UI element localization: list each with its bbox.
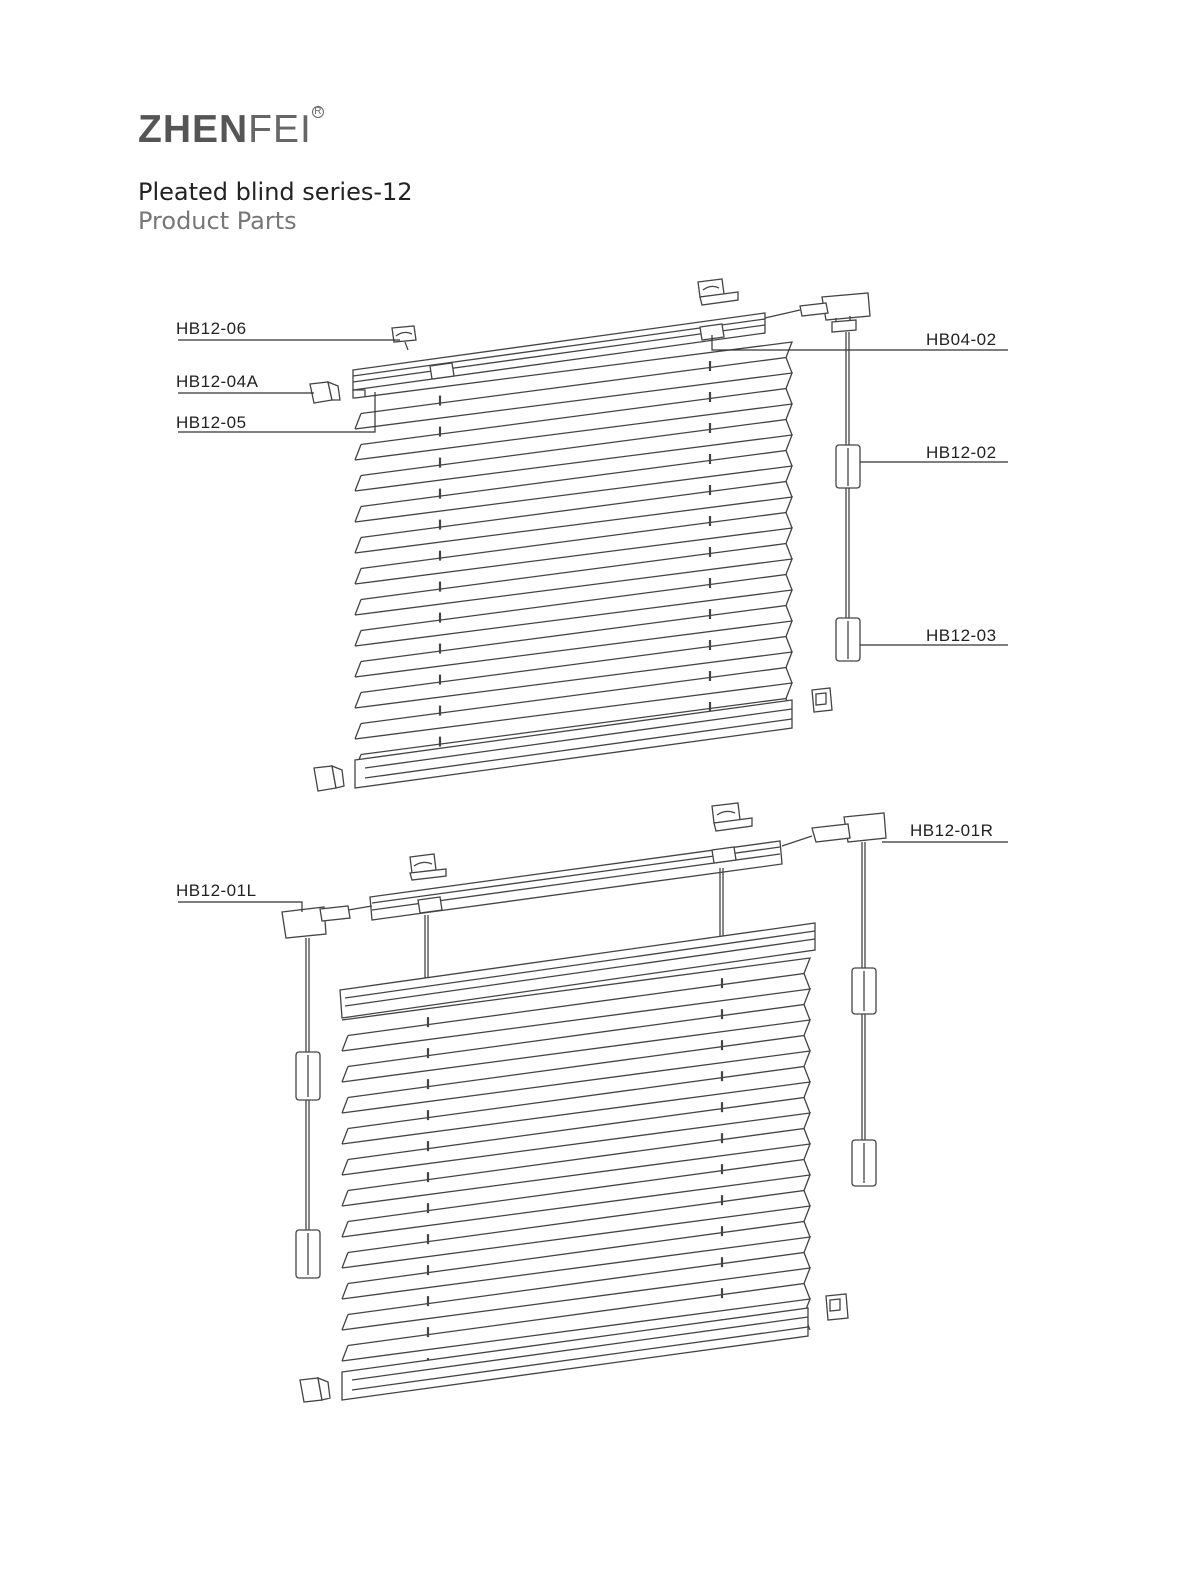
bottom-endcap-left <box>300 1378 330 1402</box>
top-pleats <box>355 342 792 770</box>
brand-logo-bold: ZHEN <box>138 108 249 151</box>
label-hb12-02: HB12-02 <box>926 443 997 462</box>
top-handle-lower <box>836 618 860 661</box>
pleat-edge <box>786 451 792 467</box>
pleat-edge <box>804 1067 810 1083</box>
pleat-edge <box>786 389 792 405</box>
bottom-endcap-right <box>826 1294 848 1320</box>
brand-logo-thin: FEI <box>248 108 312 151</box>
pleat-edge <box>804 1036 810 1052</box>
pleat-edge <box>342 1191 348 1207</box>
pleat-edge <box>355 631 361 647</box>
pleat-edge <box>786 358 792 374</box>
label-hb04-02: HB04-02 <box>926 330 997 349</box>
pleat-edge <box>804 1160 810 1176</box>
pleat-edge <box>355 693 361 709</box>
pleat-edge <box>342 1253 348 1269</box>
pleat-edge <box>804 1005 810 1021</box>
pleat-edge <box>786 482 792 498</box>
pleat-edge <box>355 414 361 430</box>
pleat-edge <box>342 1129 348 1145</box>
top-handle-upper <box>836 445 860 488</box>
registered-mark: R <box>312 106 324 118</box>
pleat-edge <box>355 507 361 523</box>
label-hb12-04a: HB12-04A <box>176 372 259 391</box>
top-endcap-04a <box>310 382 340 403</box>
page-subtitle: Product Parts <box>138 207 297 235</box>
label-hb12-01r: HB12-01R <box>910 821 994 840</box>
pleat-edge <box>342 1222 348 1238</box>
bottom-bracket-left <box>410 854 446 880</box>
pleat-edge <box>355 569 361 585</box>
page-title: Pleated blind series-12 <box>138 178 413 206</box>
top-endcap-bottom-right <box>812 688 832 712</box>
pleat-edge <box>804 1129 810 1145</box>
pleat-edge <box>786 420 792 436</box>
pleat-edge <box>342 1067 348 1083</box>
pleat-edge <box>355 476 361 492</box>
label-hb12-03: HB12-03 <box>926 626 997 645</box>
pleat-edge <box>342 1160 348 1176</box>
pleat-edge <box>342 1098 348 1114</box>
top-bracket-right <box>698 279 738 305</box>
bottom-pleats <box>342 958 810 1400</box>
pleat-edge <box>786 606 792 622</box>
pleat-edge <box>355 445 361 461</box>
label-hb12-01l: HB12-01L <box>176 881 257 900</box>
pleat-edge <box>342 1315 348 1331</box>
pleat-edge <box>804 974 810 990</box>
pleat-edge <box>804 1191 810 1207</box>
bottom-bracket-right <box>712 803 752 831</box>
pleat-edge <box>804 1222 810 1238</box>
pleat-edge <box>342 1036 348 1052</box>
pleat-edge <box>342 1284 348 1300</box>
label-hb12-06: HB12-06 <box>176 319 247 338</box>
pleat-edge <box>786 544 792 560</box>
bottom-blind <box>282 803 886 1402</box>
pleat-edge <box>804 1253 810 1269</box>
pleat-edge <box>355 600 361 616</box>
pleat-edge <box>804 1098 810 1114</box>
pleat-edge <box>786 668 792 684</box>
pleat-edge <box>355 724 361 740</box>
pleat-edge <box>355 662 361 678</box>
pleat-edge <box>804 1284 810 1300</box>
top-blind <box>310 279 870 791</box>
pleat-edge <box>355 538 361 554</box>
pleat-edge <box>786 637 792 653</box>
top-bracket-left <box>392 326 416 350</box>
pleat-edge <box>342 1346 348 1362</box>
label-hb12-05: HB12-05 <box>176 413 247 432</box>
pleat-edge <box>786 513 792 529</box>
top-endcap-bottom-left <box>314 766 344 791</box>
pleat-edge <box>786 575 792 591</box>
